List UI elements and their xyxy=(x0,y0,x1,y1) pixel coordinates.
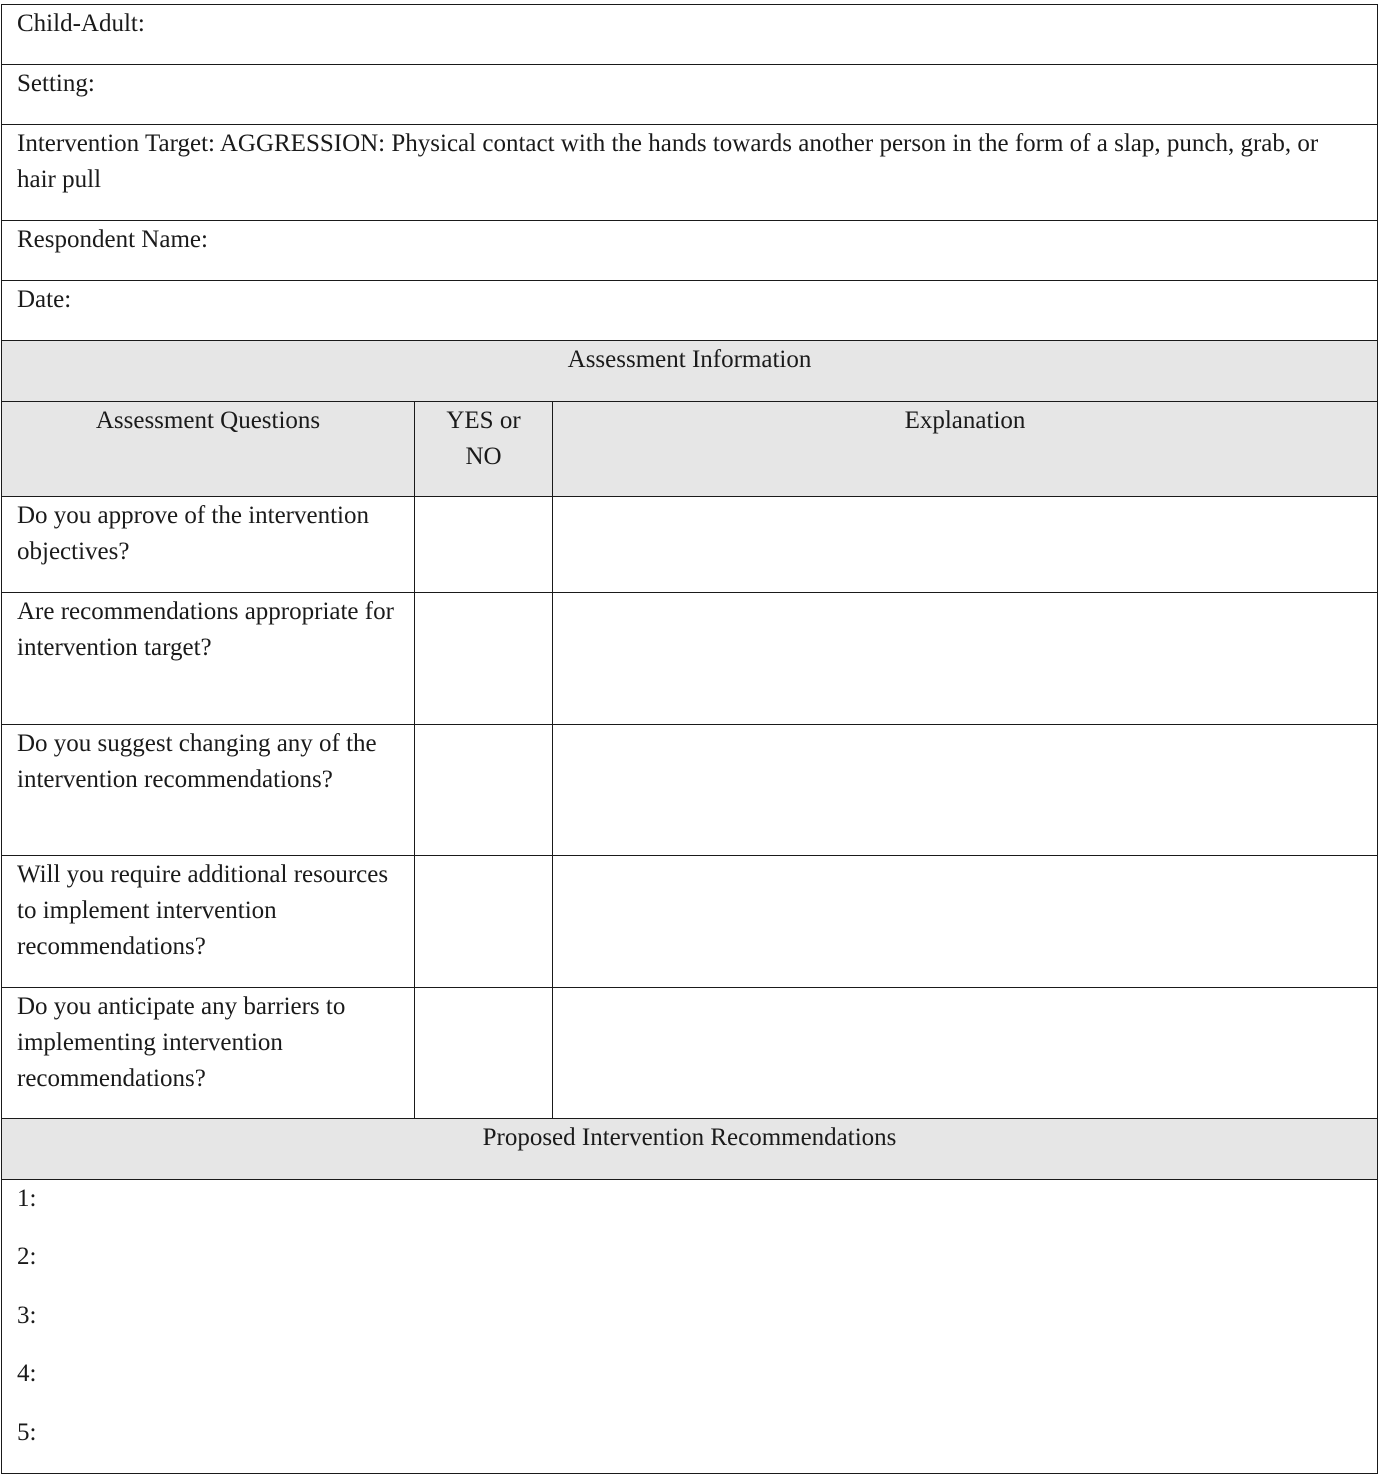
explanation-answer-cell[interactable] xyxy=(553,988,1377,1118)
assessment-information-title: Assessment Information xyxy=(567,346,812,373)
question-row xyxy=(2,497,1377,593)
intervention-target-text: Intervention Target: AGGRESSION: Physical contact with the hands towards another person in the form of a slap, punch, grab, or hair pull xyxy=(17,130,1319,193)
yes-no-answer-cell[interactable] xyxy=(415,497,553,592)
question-row xyxy=(2,593,1377,725)
recommendation-item: 3: xyxy=(17,1302,37,1329)
proposed-recommendations-header xyxy=(2,1119,1377,1180)
yes-no-answer-cell[interactable] xyxy=(415,725,553,855)
respondent-name-row[interactable] xyxy=(2,221,1377,281)
explanation-answer-cell[interactable] xyxy=(553,497,1377,592)
questions-header-label: Assessment Questions xyxy=(95,407,321,434)
question-text: Do you approve of the intervention objectives? xyxy=(17,502,369,565)
explanation-answer-cell[interactable] xyxy=(553,593,1377,724)
question-text: Are recommendations appropriate for intervention target? xyxy=(17,598,394,661)
question-cell xyxy=(2,593,415,724)
proposed-recommendations-title: Proposed Intervention Recommendations xyxy=(482,1124,897,1151)
child-adult-label: Child-Adult: xyxy=(17,10,145,37)
setting-row[interactable] xyxy=(2,65,1377,125)
date-label: Date: xyxy=(17,286,72,313)
question-text: Will you require additional resources to implement intervention recommendations? xyxy=(17,861,389,960)
question-cell xyxy=(2,725,415,855)
question-row xyxy=(2,856,1377,988)
setting-label: Setting: xyxy=(17,70,95,97)
question-cell xyxy=(2,856,415,987)
recommendation-item: 2: xyxy=(17,1243,37,1270)
question-text: Do you anticipate any barriers to implementing intervention recommendations? xyxy=(17,993,346,1092)
intervention-target-row xyxy=(2,125,1377,221)
explanation-answer-cell[interactable] xyxy=(553,856,1377,987)
child-adult-row[interactable] xyxy=(2,5,1377,65)
yes-no-answer-cell[interactable] xyxy=(415,856,553,987)
question-cell xyxy=(2,988,415,1118)
yes-no-header-label: YES or NO xyxy=(446,407,521,470)
question-row xyxy=(2,725,1377,856)
recommendation-item: 4: xyxy=(17,1360,37,1387)
explanation-answer-cell[interactable] xyxy=(553,725,1377,855)
intervention-assessment-form xyxy=(1,4,1378,1474)
explanation-column-header xyxy=(553,402,1377,496)
yes-no-column-header xyxy=(415,402,553,496)
assessment-information-header xyxy=(2,341,1377,402)
assessment-column-headers xyxy=(2,402,1377,497)
recommendation-item: 1: xyxy=(17,1185,37,1212)
date-row[interactable] xyxy=(2,281,1377,341)
questions-column-header xyxy=(2,402,415,496)
question-text: Do you suggest changing any of the intervention recommendations? xyxy=(17,730,377,793)
yes-no-answer-cell[interactable] xyxy=(415,988,553,1118)
question-cell xyxy=(2,497,415,592)
explanation-header-label: Explanation xyxy=(904,407,1026,434)
respondent-name-label: Respondent Name: xyxy=(17,226,208,253)
recommendations-list[interactable] xyxy=(2,1180,1377,1472)
yes-no-answer-cell[interactable] xyxy=(415,593,553,724)
question-row xyxy=(2,988,1377,1119)
recommendation-item: 5: xyxy=(17,1419,37,1446)
